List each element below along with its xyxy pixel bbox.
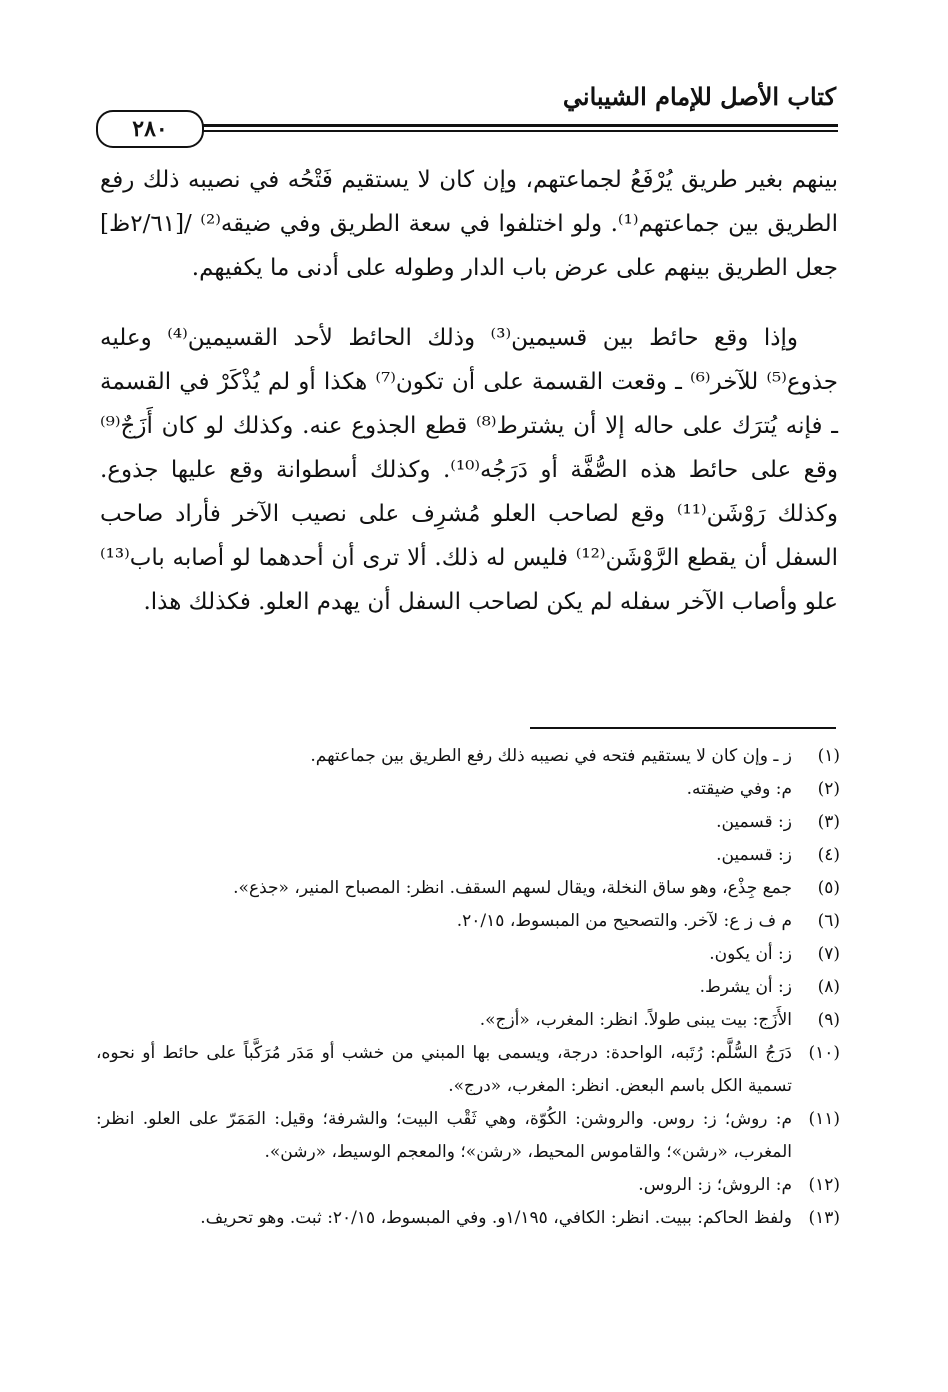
footnote-number: (٤) xyxy=(817,845,840,865)
header-rule-thin xyxy=(100,130,838,132)
footnote-text: ولفظ الحاكم: ببيت. انظر: الكافي، ١/١٩٥و. وفي المبسوط، ٢٠/١٥: ثبت. وهو تحريف. xyxy=(200,1208,792,1228)
footnote-number: (١١) xyxy=(808,1109,840,1129)
footnote-number: (٢) xyxy=(817,779,840,799)
footnote xyxy=(96,1103,840,1169)
footnote xyxy=(96,1004,840,1037)
footnote-text: ز: قسمين. xyxy=(716,845,792,865)
footnote-number: (٣) xyxy=(817,812,840,832)
footnote xyxy=(96,740,840,773)
footnote xyxy=(96,839,840,872)
footnote-number: (٨) xyxy=(817,977,840,997)
footnote-text: الأَزَج: بيت يبنى طولاً. انظر: المغرب، «أزج». xyxy=(479,1010,792,1030)
main-text xyxy=(100,158,838,624)
footnote xyxy=(96,872,840,905)
footnote xyxy=(96,1169,840,1202)
footnote xyxy=(96,806,840,839)
footnote-text: جمع جِذْع، وهو ساق النخلة، ويقال لسهم السقف. انظر: المصباح المنير، «جذع». xyxy=(233,878,792,898)
footnote-number: (١٢) xyxy=(808,1175,840,1195)
footnote xyxy=(96,938,840,971)
paragraph-2: وإذا وقع حائط بين قسيمين⁽³⁾ وذلك الحائط لأحد القسيمين⁽⁴⁾ وعليه جذوع⁽⁵⁾ للآخر⁽⁶⁾ ـ وقعت القسمة على أن تكون⁽⁷⁾ هكذا أو لم يُذْكَرْ في القسمة ـ فإنه يُترَك على حاله إلا أن يشترط⁽⁸⁾ قطع الجذوع عنه. وكذلك لو كان أَزَجٌ⁽⁹⁾ وقع على حائط هذه الصُّفَّة أو دَرَجُه⁽¹⁰⁾. وكذلك أسطوانة وقع عليها جذوع. وكذلك رَوْشَن⁽¹¹⁾ وقع لصاحب العلو مُشرِف على نصيب الآخر فأراد صاحب السفل أن يقطع الرَّوْشَن⁽¹²⁾ فليس له ذلك. ألا ترى أن أحدهما لو أصابه باب⁽¹³⁾ علو وأصاب الآخر سفله لم يكن لصاحب السفل أن يهدم العلو. فكذلك هذا. xyxy=(100,325,839,615)
footnote-text: ز: أن يشرط. xyxy=(699,977,792,997)
page-number-badge: ٢٨٠ xyxy=(96,110,204,148)
footnote-text: م: روش؛ ز: روس. والروشن: الكُوّة، وهي ثَقْب البيت؛ والشرفة؛ وقيل: المَمَرّ على العلو. انظر: المغرب، «رشن»؛ والقاموس المحيط، «رشن»؛ والمعجم الوسيط، «رشن». xyxy=(96,1109,792,1162)
footnote xyxy=(96,1037,840,1103)
running-header-title: كتاب الأصل للإمام الشيباني xyxy=(562,82,836,111)
footnote-number: (١) xyxy=(817,746,840,766)
footnote-text: م ف ز ع: لآخر. والتصحيح من المبسوط، ٢٠/١٥. xyxy=(456,911,792,931)
header-rule xyxy=(100,124,838,127)
footnote-number: (٩) xyxy=(817,1010,840,1030)
footnote xyxy=(96,905,840,938)
footnotes-list xyxy=(96,740,840,1235)
footnote-separator xyxy=(530,727,836,729)
footnote-text: م: وفي ضيقته. xyxy=(686,779,792,799)
footnote-text: ز ـ وإن كان لا يستقيم فتحه في نصيبه ذلك رفع الطريق بين جماعتهم. xyxy=(310,746,792,766)
footnote xyxy=(96,971,840,1004)
footnote-number: (١٣) xyxy=(808,1208,840,1228)
footnote-number: (٥) xyxy=(817,878,840,898)
footnote-text: دَرَجُ السُّلَّم: رُتَبه، الواحدة: درجة، ويسمى بها المبني من خشب أو مَدَر مُرَكَّباً على حائط أو نحوه، تسمية الكل باسم البعض. انظر: المغرب، «درج». xyxy=(96,1043,792,1096)
footnote-number: (٧) xyxy=(817,944,840,964)
footnote-number: (١٠) xyxy=(808,1043,840,1063)
footnote xyxy=(96,773,840,806)
footnote-text: ز: قسمين. xyxy=(716,812,792,832)
paragraph-1: بينهم بغير طريق يُرْفَعُ لجماعتهم، وإن كان لا يستقيم فَتْحُه في نصيبه ذلك رفع الطريق بين جماعتهم⁽¹⁾. ولو اختلفوا في سعة الطريق وفي ضيقه⁽²⁾ /[٢/٦١ظ] جعل الطريق بينهم على عرض باب الدار وطوله على أدنى ما يكفيهم. xyxy=(100,167,838,281)
footnote xyxy=(96,1202,840,1235)
footnote-number: (٦) xyxy=(817,911,840,931)
footnote-text: م: الروش؛ ز: الروس. xyxy=(638,1175,792,1195)
footnote-text: ز: أن يكون. xyxy=(709,944,792,964)
